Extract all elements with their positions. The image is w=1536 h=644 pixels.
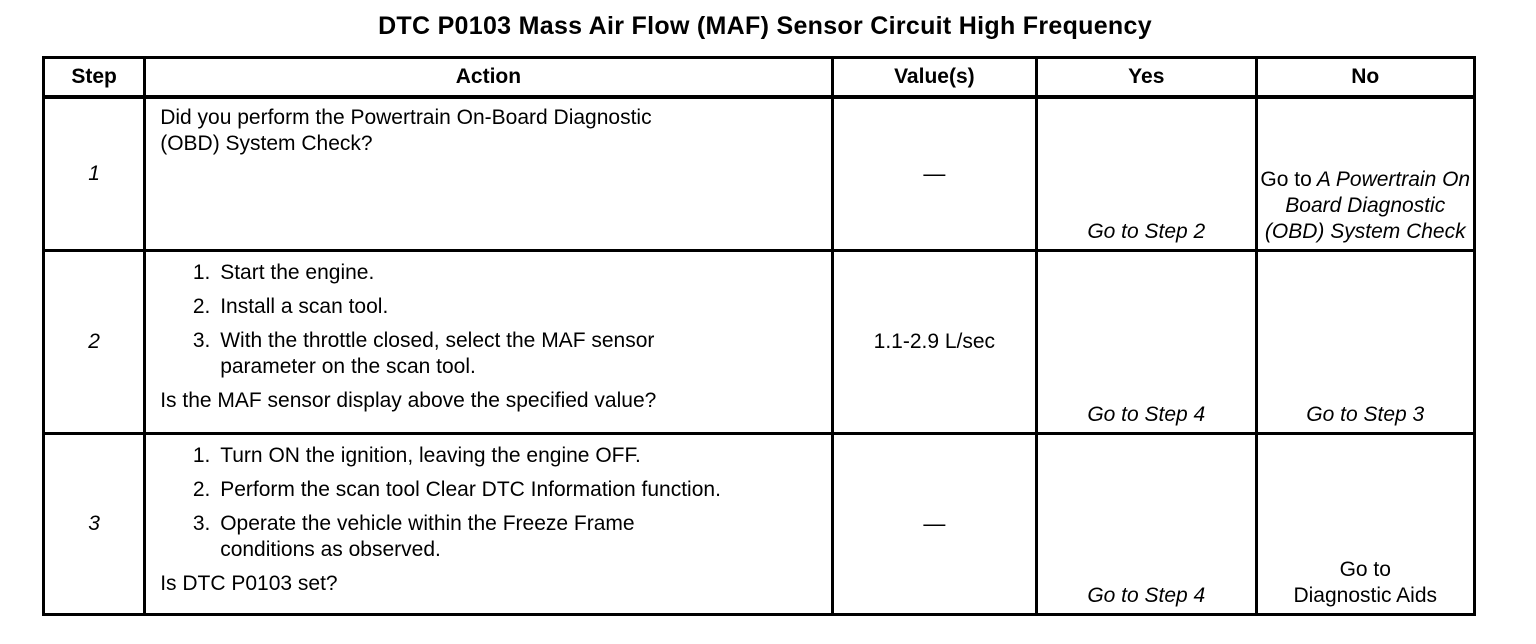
header-yes: Yes [1037, 58, 1256, 98]
step-number: 3 [44, 434, 145, 615]
header-no: No [1256, 58, 1474, 98]
action-cell [145, 434, 832, 615]
page-title: DTC P0103 Mass Air Flow (MAF) Sensor Circuit High Frequency [378, 12, 1152, 40]
header-values: Value(s) [832, 58, 1036, 98]
diagnostic-table [42, 56, 1476, 616]
no-prefix: Go to [1260, 168, 1312, 191]
yes-cell: Go to Step 4 [1037, 251, 1256, 434]
value-cell [832, 97, 1036, 251]
header-step: Step [44, 58, 145, 98]
no-cell [1256, 434, 1474, 615]
action-step: 2. Perform the scan tool Clear DTC Information function. [216, 477, 822, 503]
action-step: 1. Turn ON the ignition, leaving the engine OFF. [216, 443, 822, 469]
table-header-row [44, 58, 1475, 98]
value-cell: 1.1-2.9 L/sec [832, 251, 1036, 434]
step-number: 1 [44, 97, 145, 251]
action-steps-list [160, 443, 822, 563]
action-step: 3. Operate the vehicle within the Freeze Frame conditions as observed. [216, 511, 822, 563]
yes-cell: Go to Step 2 [1037, 97, 1256, 251]
action-cell [145, 97, 832, 251]
no-cell [1256, 97, 1474, 251]
action-question: Did you perform the Powertrain On-Board Diagnostic (OBD) System Check? [160, 106, 652, 155]
action-steps-list [160, 260, 822, 380]
value-text: — [923, 160, 946, 186]
yes-cell: Go to Step 4 [1037, 434, 1256, 615]
action-question: Is DTC P0103 set? [160, 572, 338, 595]
action-question: Is the MAF sensor display above the specified value? [160, 389, 657, 412]
value-cell [832, 434, 1036, 615]
table-row [44, 251, 1475, 434]
action-step: 2. Install a scan tool. [216, 294, 822, 320]
action-step: 1. Start the engine. [216, 260, 822, 286]
header-action: Action [145, 58, 832, 98]
no-link-text: A Powertrain On Board Diagnostic (OBD) System Check [1264, 168, 1471, 243]
action-cell [145, 251, 832, 434]
table-row [44, 434, 1475, 615]
action-step: 3. With the throttle closed, select the MAF sensor parameter on the scan tool. [216, 328, 822, 380]
step-number: 2 [44, 251, 145, 434]
value-text: — [923, 510, 946, 536]
no-cell: Go to Step 3 [1256, 251, 1474, 434]
no-text: Go to Diagnostic Aids [1293, 558, 1438, 607]
table-row [44, 97, 1475, 251]
